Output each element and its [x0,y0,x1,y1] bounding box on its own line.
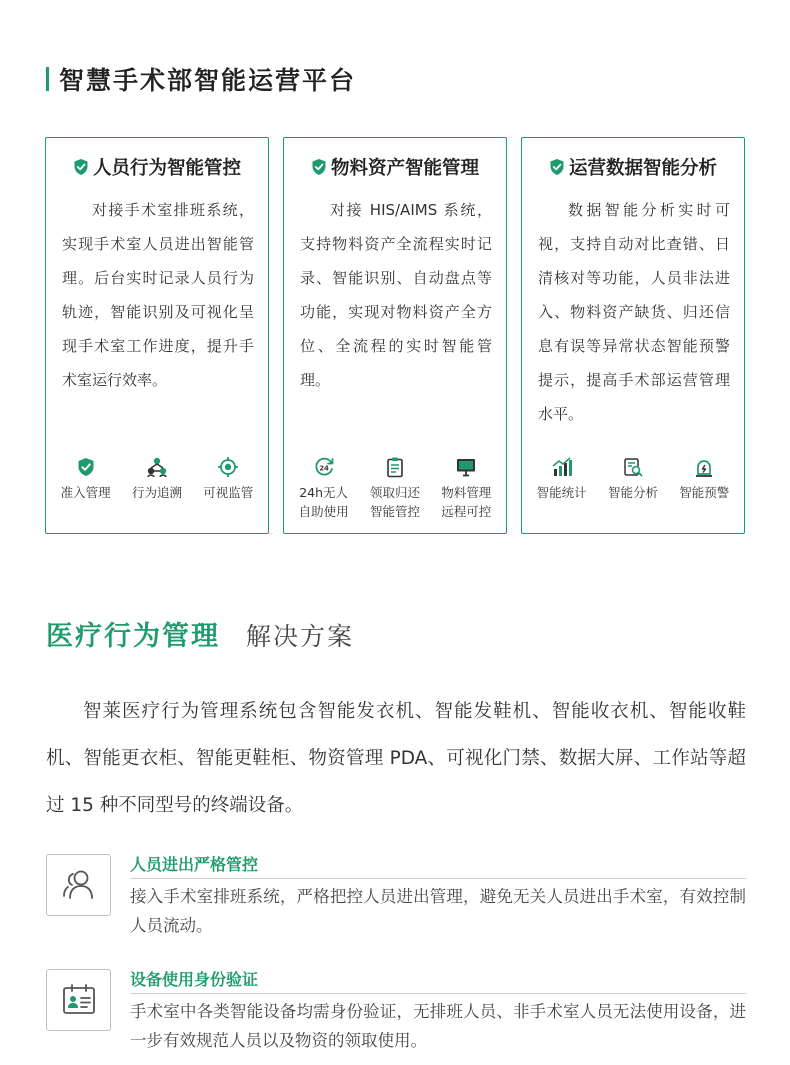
user-group-icon [59,865,99,905]
card-personnel-behavior [45,137,269,534]
card-feature-row [288,456,502,521]
feature-access-management [51,456,121,502]
feature-label: 行为追溯 [131,485,182,500]
feature-label: 智能统计 [536,485,587,500]
bar-chart-icon [551,456,573,478]
card-feature-row [526,456,740,502]
feature-item-description: 手术室中各类智能设备均需身份验证，无排班人员、非手术室人员无法使用设备，进一步有效规范人员以及物资的领取使用。 [130,1002,746,1050]
feature-label: 物料管理 远程可控 [441,485,492,519]
target-monitor-icon [217,456,239,478]
clipboard-icon [384,456,406,478]
shield-check-icon [75,456,97,478]
card-feature-row [50,456,264,502]
feature-label: 领取归还 智能管控 [369,485,420,519]
feature-behavior-trace [122,456,192,502]
section-subtitle: 解决方案 [246,622,355,651]
shield-icon [311,158,327,176]
feature-cards [45,137,745,534]
feature-remote-material-management [431,456,501,521]
feature-label: 准入管理 [60,485,111,500]
feature-item-access-control [46,852,746,962]
card-material-assets [283,137,507,534]
monitor-icon [455,456,477,478]
alarm-light-icon [693,456,715,478]
card-title: 人员行为智能管控 [92,158,241,179]
feature-label: 智能分析 [607,485,658,500]
feature-visual-supervision [193,456,263,502]
card-title: 物料资产智能管理 [330,158,479,179]
card-header [284,154,506,180]
24h-cycle-icon [313,456,335,478]
intro-paragraph: 智莱医疗行为管理系统包含智能发衣机、智能发鞋机、智能收衣机、智能收鞋机、智能更衣柜、智能更鞋柜、物资管理 PDA、可视化门禁、数据大屏、工作站等超过 15 种不同型号的终端设备。 [46,701,746,816]
divider [130,993,746,994]
card-header [522,154,744,180]
section-heading [46,614,354,653]
shield-icon [73,158,89,176]
feature-label: 智能预警 [679,485,730,500]
feature-smart-alert [669,456,739,502]
shield-icon [549,158,565,176]
document-search-icon [622,456,644,478]
card-title: 运营数据智能分析 [568,158,717,179]
feature-item-title: 人员进出严格管控 [130,855,259,874]
divider [130,878,746,879]
people-network-icon [146,456,168,478]
feature-item-icon-box [46,854,111,916]
feature-item-title: 设备使用身份验证 [130,970,259,989]
feature-label: 可视监管 [203,485,254,500]
feature-smart-statistics [527,456,597,502]
card-header [46,154,268,180]
title-accent-bar [46,67,49,91]
section-title: 医疗行为管理 [46,621,220,652]
card-description: 对接 HIS/AIMS 系统，支持物料资产全流程实时记录、智能识别、自动盘点等功能，实现对物料资产全方位、全流程的实时智能管理。 [300,201,492,389]
feature-item-identity-verification [46,967,746,1065]
feature-label: 24h无人 自助使用 [298,485,349,519]
page-title-text: 智慧手术部智能运营平台 [59,66,357,95]
svg-text:24: 24 [318,464,329,473]
feature-smart-analysis [598,456,668,502]
feature-pickup-return-control [360,456,430,521]
feature-item-icon-box [46,969,111,1031]
card-description: 对接手术室排班系统，实现手术室人员进出智能管理。后台实时记录人员行为轨迹，智能识别及可视化呈现手术室工作进度，提升手术室运行效率。 [62,201,254,389]
card-description: 数据智能分析实时可视，支持自动对比查错、日清核对等功能，人员非法进入、物料资产缺货、归还信息有误等异常状态智能预警提示，提高手术部运营管理水平。 [538,201,730,423]
feature-24h-self-service [289,456,359,521]
feature-item-description: 接入手术室排班系统，严格把控人员进出管理，避免无关人员进出手术室，有效控制人员流动。 [130,887,746,935]
id-card-icon [59,980,99,1020]
page-title [46,64,356,94]
card-operation-data [521,137,745,534]
